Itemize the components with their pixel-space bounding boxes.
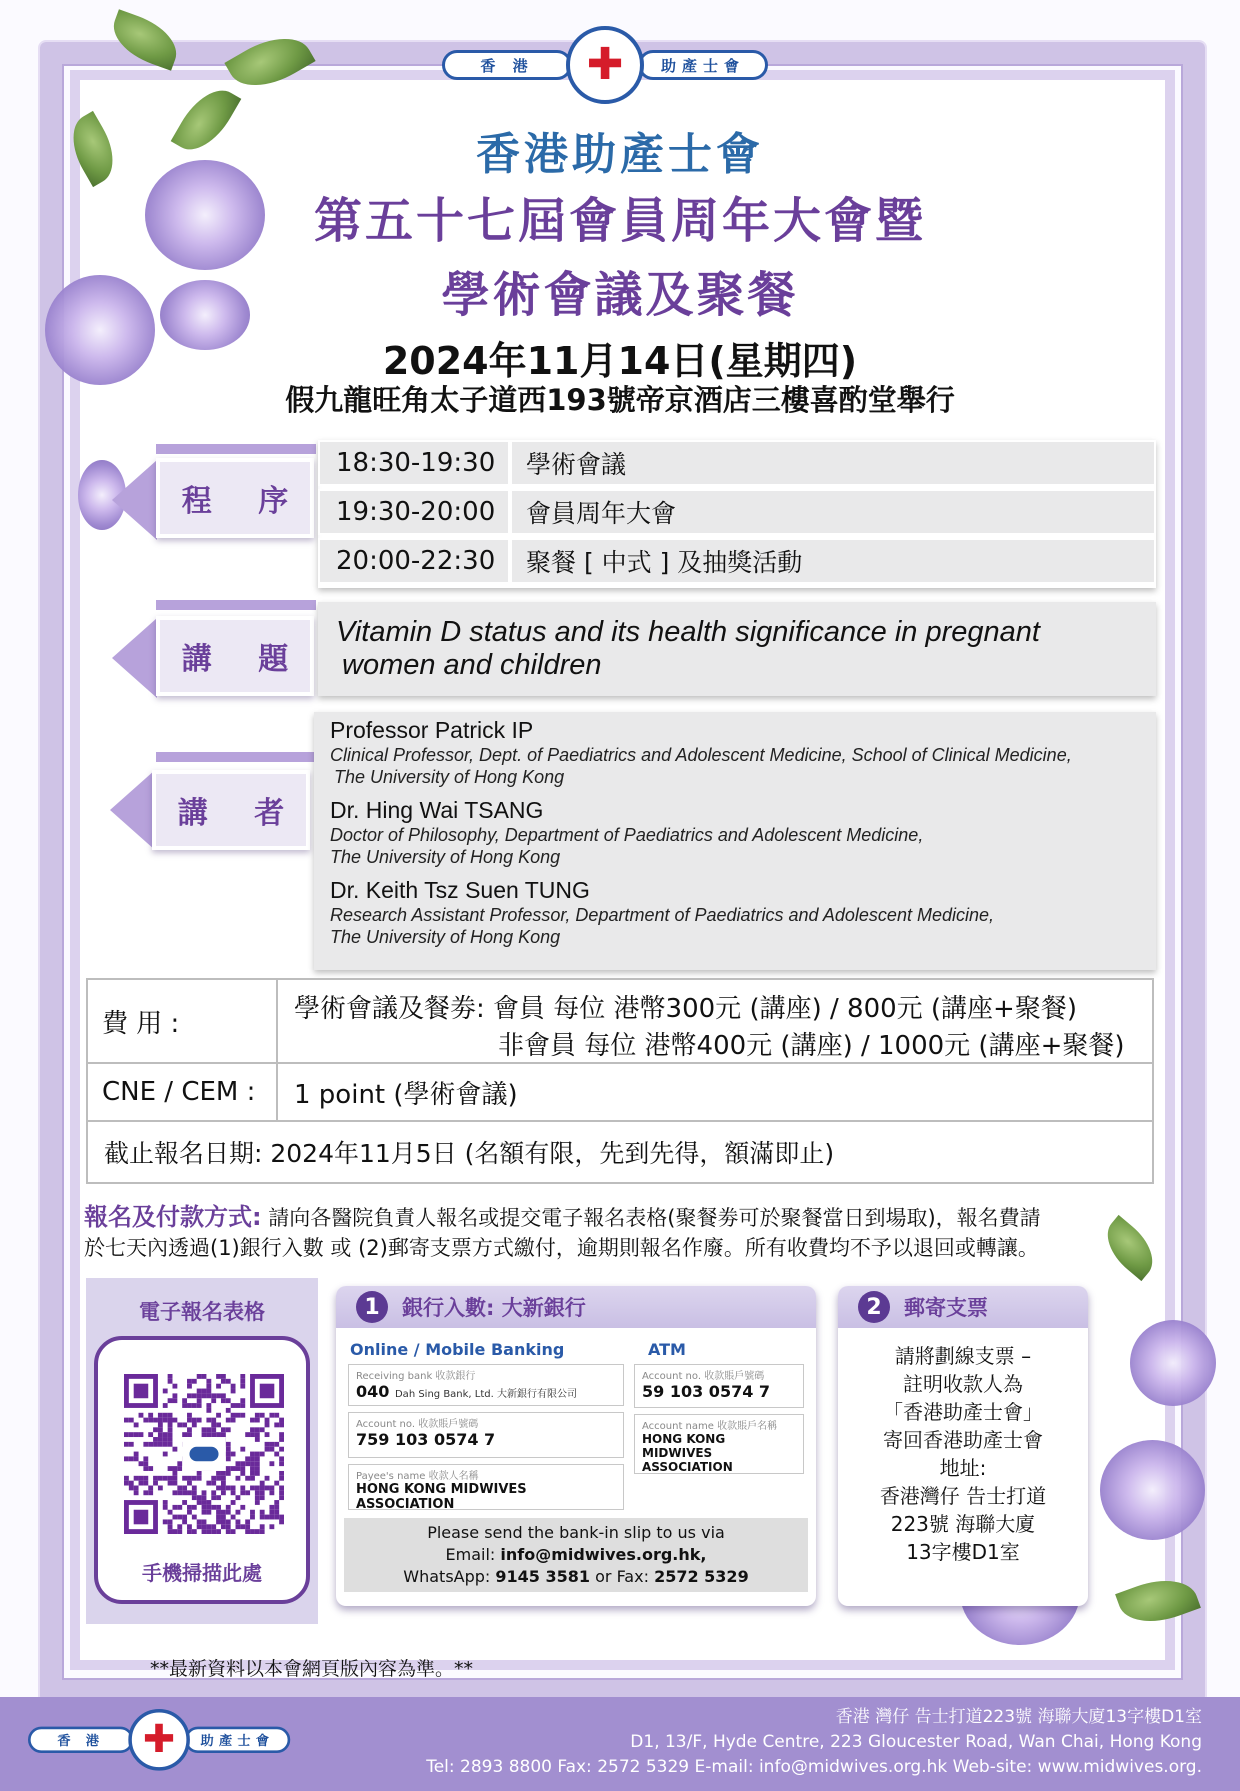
program-label: 程 序 [156, 458, 314, 538]
flower-decoration [1100, 1440, 1205, 1540]
email-prefix: Email: [445, 1545, 501, 1564]
mail-panel-header [838, 1286, 1088, 1328]
fax-number: 2572 5329 [654, 1567, 749, 1586]
account-number: 759 103 0574 7 [356, 1430, 496, 1449]
whatsapp-prefix: WhatsApp: [403, 1567, 496, 1586]
section-arrow-decoration [110, 770, 155, 850]
program-time: 18:30-19:30 [318, 440, 510, 486]
topic-box [318, 602, 1156, 696]
bank-panel-title: 銀行入數: 大新銀行 [402, 1296, 586, 1320]
qr-caption: 手機掃描此處 [142, 1561, 262, 1585]
qr-heading: 電子報名表格 [139, 1300, 265, 1324]
footer-address-en: D1, 13/F, Hyde Centre, 223 Gloucester Road, Wan Chai, Hong Kong [630, 1732, 1202, 1752]
red-cross-icon: ✚ [142, 1716, 176, 1762]
atm-account-field [634, 1364, 804, 1408]
bank-note-contact [344, 1566, 808, 1588]
cne-row [88, 1064, 1152, 1122]
footer [0, 1697, 1240, 1791]
topic-line2: women and children [342, 649, 602, 681]
registration-heading: 報名及付款方式: [84, 1203, 262, 1231]
section-tab-decoration [156, 600, 316, 610]
deadline: 截止報名日期: 2024年11月5日 (名額有限，先到先得，額滿即止) [104, 1139, 835, 1168]
event-venue: 假九龍旺角太子道西193號帝京酒店三樓喜酌堂舉行 [285, 383, 955, 417]
account-number-field [348, 1412, 624, 1458]
topic-label: 講 題 [156, 616, 314, 696]
event-title-line2: 學術會議及聚餐 [441, 267, 799, 323]
speaker-affiliation: The University of Hong Kong [330, 927, 561, 947]
bank-slip-note [344, 1518, 808, 1592]
speaker-affiliation: The University of Hong Kong [334, 767, 565, 787]
logo-left-text: 香 港 [442, 50, 572, 80]
footer-logo [28, 1709, 290, 1771]
section-arrow-decoration [112, 460, 157, 540]
speaker-name: Dr. Keith Tsz Suen TUNG [330, 877, 590, 903]
mail-line: 223號 海聯大廈 [890, 1512, 1036, 1536]
mail-instructions [838, 1328, 1088, 1580]
event-date: 2024年11月14日(星期四) [382, 339, 858, 383]
speaker [330, 716, 1140, 788]
speakers-box [314, 712, 1156, 970]
qr-code[interactable] [124, 1374, 284, 1534]
atm-name-line2: ASSOCIATION [642, 1460, 733, 1474]
mail-line: 地址: [939, 1456, 987, 1480]
logo-left-text: 香 港 [28, 1727, 134, 1753]
topic-line1: Vitamin D status and its health significance in pregnant [336, 616, 1040, 648]
cheque-mail-panel [838, 1286, 1088, 1606]
atm-name-line1: HONG KONG MIDWIVES [642, 1432, 726, 1460]
speaker-title: Doctor of Philosophy, Department of Paediatrics and Adolescent Medicine, [330, 825, 924, 845]
atm-account-number: 59 103 0574 7 [642, 1382, 771, 1401]
registration-instructions [84, 1202, 1164, 1263]
speakers-label: 講 者 [152, 770, 310, 850]
logo-right-text: 助產士會 [185, 1727, 291, 1753]
bank-note-line1: Please send the bank-in slip to us via [427, 1523, 725, 1542]
speaker-name: Dr. Hing Wai TSANG [330, 797, 544, 823]
step-number-badge: 1 [356, 1291, 388, 1323]
mail-line: 「香港助產士會」 [883, 1400, 1043, 1424]
program-item: 會員周年大會 [510, 489, 1156, 535]
logo-right-text: 助產士會 [638, 50, 768, 80]
email-address[interactable]: info@midwives.org.hk, [500, 1545, 707, 1564]
atm-name-label: Account name 收款賬戶名稱 [642, 1421, 778, 1432]
association-logo [442, 26, 768, 104]
program-item: 學術會議 [510, 440, 1156, 486]
section-tab-decoration [156, 444, 316, 454]
receiving-bank-label: Receiving bank 收款銀行 [356, 1371, 476, 1382]
fee-row [88, 980, 1152, 1064]
qr-panel [86, 1278, 318, 1624]
mail-line: 13字樓D1室 [906, 1540, 1020, 1564]
program-item: 聚餐 [ 中式 ] 及抽獎活動 [510, 538, 1156, 584]
qr-frame [94, 1336, 310, 1604]
section-arrow-decoration [112, 618, 157, 698]
logo-emblem [128, 1709, 190, 1771]
cne-label: CNE / CEM : [88, 1064, 278, 1120]
event-title-line1: 第五十七屆會員周年大會暨 [313, 193, 926, 249]
footer-address-zh: 香港 灣仔 告士打道223號 海聯大廈13字樓D1室 [835, 1707, 1202, 1727]
mail-line: 請將劃線支票 – [894, 1344, 1032, 1368]
registration-line1: 請向各醫院負責人報名或提交電子報名表格(聚餐劵可於聚餐當日到場取)，報名費請 [261, 1206, 1041, 1230]
footer-contact [426, 1705, 1202, 1780]
atm-heading: ATM [648, 1340, 686, 1359]
footnote: **最新資料以本會網頁版內容為準。** [150, 1658, 474, 1680]
account-number-label: Account no. 收款賬戶號碼 [356, 1419, 479, 1430]
program-time: 19:30-20:00 [318, 489, 510, 535]
receiving-bank-name: Dah Sing Bank, Ltd. 大新銀行有限公司 [394, 1389, 577, 1400]
registration-line2: 於七天內透過(1)銀行入數 或 (2)郵寄支票方式繳付，逾期則報名作廢。所有收費均不予以退回或轉讓。 [84, 1236, 1039, 1260]
program-time: 20:00-22:30 [318, 538, 510, 584]
mail-line: 香港灣仔 告士打道 [879, 1484, 1047, 1508]
section-tab-decoration [156, 752, 314, 762]
payee-name: HONG KONG MIDWIVES ASSOCIATION [356, 1482, 527, 1512]
fee-non-member: 非會員 每位 港幣400元 (講座) / 1000元 (講座+聚餐) [498, 1031, 1125, 1061]
fee-table [86, 978, 1154, 1184]
payee-name-label: Payee's name 收款人名稱 [356, 1471, 479, 1482]
footer-contact-line: Tel: 2893 8800 Fax: 2572 5329 E-mail: info@midwives.org.hk Web-site: www.midwives.org. [426, 1757, 1202, 1777]
flower-decoration [1130, 1320, 1216, 1406]
program-row [318, 489, 1156, 535]
mail-line: 註明收款人為 [903, 1372, 1023, 1396]
org-name: 香港助產士會 [476, 129, 764, 180]
fax-prefix: or Fax: [590, 1567, 655, 1586]
fee-value [278, 980, 1152, 1062]
red-cross-icon: ✚ [586, 39, 624, 90]
speaker [330, 876, 1140, 948]
bank-note-email [344, 1544, 808, 1566]
speaker-title: Clinical Professor, Dept. of Paediatrics and Adolescent Medicine, School of Clinical Medicine, [330, 745, 1072, 765]
speaker-name: Professor Patrick IP [330, 717, 534, 743]
cne-value: 1 point (學術會議) [294, 1079, 518, 1110]
bank-details [348, 1340, 804, 1516]
receiving-bank-field [348, 1364, 624, 1406]
step-number-badge: 2 [858, 1291, 890, 1323]
mail-line: 寄回香港助產士會 [883, 1428, 1043, 1452]
payee-name-field [348, 1464, 624, 1510]
speaker-affiliation: The University of Hong Kong [330, 847, 561, 867]
speaker [330, 796, 1140, 868]
speaker-title: Research Assistant Professor, Department of Paediatrics and Adolescent Medicine, [330, 905, 994, 925]
mail-panel-title: 郵寄支票 [904, 1296, 988, 1320]
program-row [318, 440, 1156, 486]
whatsapp-number: 9145 3581 [495, 1567, 591, 1586]
deadline-row [88, 1122, 1152, 1182]
atm-name-field [634, 1414, 804, 1474]
bank-panel-header [336, 1286, 816, 1328]
atm-account-label: Account no. 收款賬戶號碼 [642, 1371, 765, 1382]
online-banking-heading: Online / Mobile Banking [350, 1340, 565, 1359]
bank-transfer-panel [336, 1286, 816, 1606]
receiving-bank-code: 040 [356, 1382, 390, 1401]
fee-member: 學術會議及餐劵: 會員 每位 港幣300元 (講座) / 800元 (講座+聚餐) [294, 994, 1077, 1024]
program-row [318, 538, 1156, 584]
fee-label: 費 用 : [88, 980, 278, 1062]
logo-emblem [566, 26, 644, 104]
